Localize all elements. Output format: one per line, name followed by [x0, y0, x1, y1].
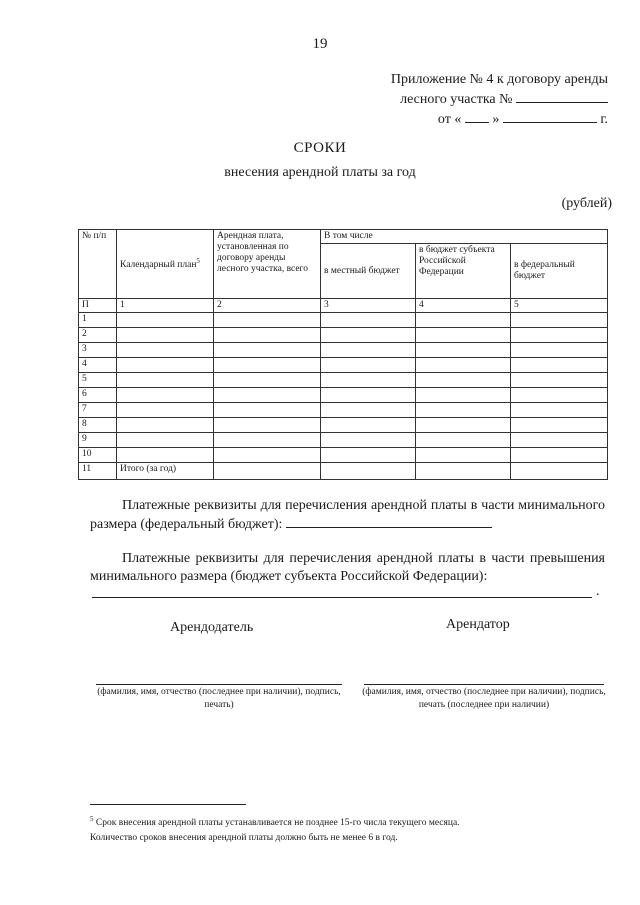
footnote [90, 812, 610, 846]
table-cell[interactable] [321, 373, 416, 388]
table-cell[interactable] [511, 403, 608, 418]
row-number: 2 [79, 328, 117, 343]
table-cell[interactable] [321, 328, 416, 343]
table-cell[interactable] [117, 358, 214, 373]
table-cell[interactable] [214, 313, 321, 328]
table-cell[interactable] [416, 388, 511, 403]
table-cell[interactable] [214, 403, 321, 418]
table-row [79, 358, 608, 373]
lessee-label: Арендатор [446, 617, 510, 632]
header-calendar-text: Календарный план [120, 260, 197, 271]
table-cell[interactable] [511, 388, 608, 403]
table-cell[interactable] [117, 418, 214, 433]
lessor-signature-caption: (фамилия, имя, отчество (последнее при наличии), подпись, печать) [97, 687, 341, 710]
table-cell[interactable] [511, 463, 608, 480]
table-cell[interactable] [511, 313, 608, 328]
table-cell[interactable] [117, 343, 214, 358]
column-number: 5 [511, 299, 608, 313]
table-cell[interactable] [214, 358, 321, 373]
table-row [79, 313, 608, 328]
table-row [79, 373, 608, 388]
document-title: СРОКИ [293, 140, 347, 156]
table-cell[interactable] [511, 328, 608, 343]
table-cell[interactable] [117, 403, 214, 418]
table-cell[interactable] [117, 448, 214, 463]
row-number: 7 [79, 403, 117, 418]
header-regional-budget: в бюджет субъекта Российской Федерации [416, 244, 511, 299]
date-day-blank [465, 110, 489, 123]
appendix-reference [391, 70, 608, 130]
table-cell[interactable] [321, 463, 416, 480]
table-cell[interactable] [321, 388, 416, 403]
page-number: 19 [312, 36, 328, 52]
table-cell[interactable] [416, 373, 511, 388]
row-number: 5 [79, 373, 117, 388]
payment-details-federal [90, 497, 605, 534]
table-cell[interactable] [117, 373, 214, 388]
table-cell[interactable] [321, 403, 416, 418]
footnote-line-1 [90, 812, 610, 831]
row-number: 4 [79, 358, 117, 373]
header-rent-total: Арендная плата, установленная по договору аренды лесного участка, всего [214, 230, 321, 299]
table-cell[interactable] [321, 313, 416, 328]
column-number: 2 [214, 299, 321, 313]
federal-details-blank[interactable] [286, 515, 492, 528]
footnote-ref: 5 [196, 257, 200, 266]
table-cell[interactable] [117, 328, 214, 343]
appendix-line-3 [391, 110, 608, 130]
row-number: 11 [79, 463, 117, 480]
row-number: 9 [79, 433, 117, 448]
appendix-line-2 [391, 90, 608, 110]
lessor-signature-line[interactable] [96, 684, 342, 685]
table-cell[interactable] [321, 343, 416, 358]
table-row [79, 418, 608, 433]
regional-details-end: . [596, 584, 600, 599]
column-number: 1 [117, 299, 214, 313]
regional-details-blank[interactable] [92, 597, 592, 598]
table-cell[interactable] [214, 328, 321, 343]
payment-details-regional [90, 550, 605, 586]
table-cell[interactable] [416, 463, 511, 480]
table-row [79, 343, 608, 358]
table-cell[interactable] [511, 433, 608, 448]
table-cell[interactable] [117, 433, 214, 448]
header-local-budget: в местный бюджет [321, 244, 416, 299]
column-number: П [79, 299, 117, 313]
footnote-text-1: Срок внесения арендной платы устанавливается не позднее 15-го числа текущего месяца. [95, 818, 460, 829]
row-number: 8 [79, 418, 117, 433]
table-cell[interactable] [214, 433, 321, 448]
row-number: 1 [79, 313, 117, 328]
table-row [79, 388, 608, 403]
payment-details-federal-text: Платежные реквизиты для перечисления арендной платы в части минимального размера (федеральный бюджет): [90, 498, 605, 532]
header-federal-budget: в федеральный бюджет [511, 244, 608, 299]
table-cell[interactable] [321, 358, 416, 373]
date-month-blank [503, 110, 597, 123]
table-cell[interactable] [321, 418, 416, 433]
table-cell[interactable] [416, 433, 511, 448]
table-cell[interactable] [117, 313, 214, 328]
total-row [79, 463, 608, 480]
payment-details-regional-text: Платежные реквизиты для перечисления арендной платы в части превышения минимального размера (бюджет субъекта Российской Федерации): [90, 551, 605, 584]
table-row [79, 328, 608, 343]
table-cell[interactable] [416, 448, 511, 463]
date-year-suffix: г. [600, 112, 608, 127]
footnote-line-2: Количество сроков внесения арендной платы должно быть не менее 6 в год. [90, 833, 398, 844]
document-subtitle: внесения арендной платы за год [224, 165, 416, 180]
header-calendar [117, 230, 214, 299]
currency-unit: (рублей) [561, 196, 612, 211]
row-number: 10 [79, 448, 117, 463]
plot-number-blank [516, 90, 608, 103]
table-row [79, 433, 608, 448]
table-cell[interactable] [416, 313, 511, 328]
date-quote-close: » [492, 112, 500, 127]
table-header-row [79, 230, 608, 244]
payment-schedule-table [78, 229, 608, 480]
lessor-label: Арендодатель [170, 620, 254, 635]
lessee-signature-caption: (фамилия, имя, отчество (последнее при наличии), подпись, печать (последнее при наличии) [362, 687, 606, 710]
table-cell[interactable] [214, 448, 321, 463]
total-label: Итого (за год) [117, 463, 214, 480]
table-cell[interactable] [321, 433, 416, 448]
row-number: 3 [79, 343, 117, 358]
table-cell[interactable] [416, 343, 511, 358]
date-from-label: от « [437, 112, 462, 127]
table-cell[interactable] [117, 388, 214, 403]
header-num: № п/п [79, 230, 117, 299]
column-number-row [79, 299, 608, 313]
table-cell[interactable] [511, 343, 608, 358]
footnote-mark: 5 [90, 815, 94, 823]
column-number: 3 [321, 299, 416, 313]
table-cell[interactable] [214, 418, 321, 433]
appendix-plot-label: лесного участка № [400, 92, 513, 107]
table-cell[interactable] [214, 388, 321, 403]
table-cell[interactable] [416, 418, 511, 433]
table-row [79, 448, 608, 463]
table-cell[interactable] [321, 448, 416, 463]
table-cell[interactable] [511, 418, 608, 433]
column-number: 4 [416, 299, 511, 313]
lessee-signature-line[interactable] [364, 684, 604, 685]
table-cell[interactable] [416, 403, 511, 418]
table-cell[interactable] [214, 343, 321, 358]
header-including: В том числе [321, 230, 608, 244]
footnote-divider [90, 804, 246, 805]
table-cell[interactable] [511, 448, 608, 463]
table-cell[interactable] [511, 373, 608, 388]
appendix-line-1: Приложение № 4 к договору аренды [390, 72, 608, 87]
row-number: 6 [79, 388, 117, 403]
table-cell[interactable] [416, 328, 511, 343]
table-cell[interactable] [214, 463, 321, 480]
table-cell[interactable] [214, 373, 321, 388]
table-row [79, 403, 608, 418]
table-cell[interactable] [511, 358, 608, 373]
table-cell[interactable] [416, 358, 511, 373]
